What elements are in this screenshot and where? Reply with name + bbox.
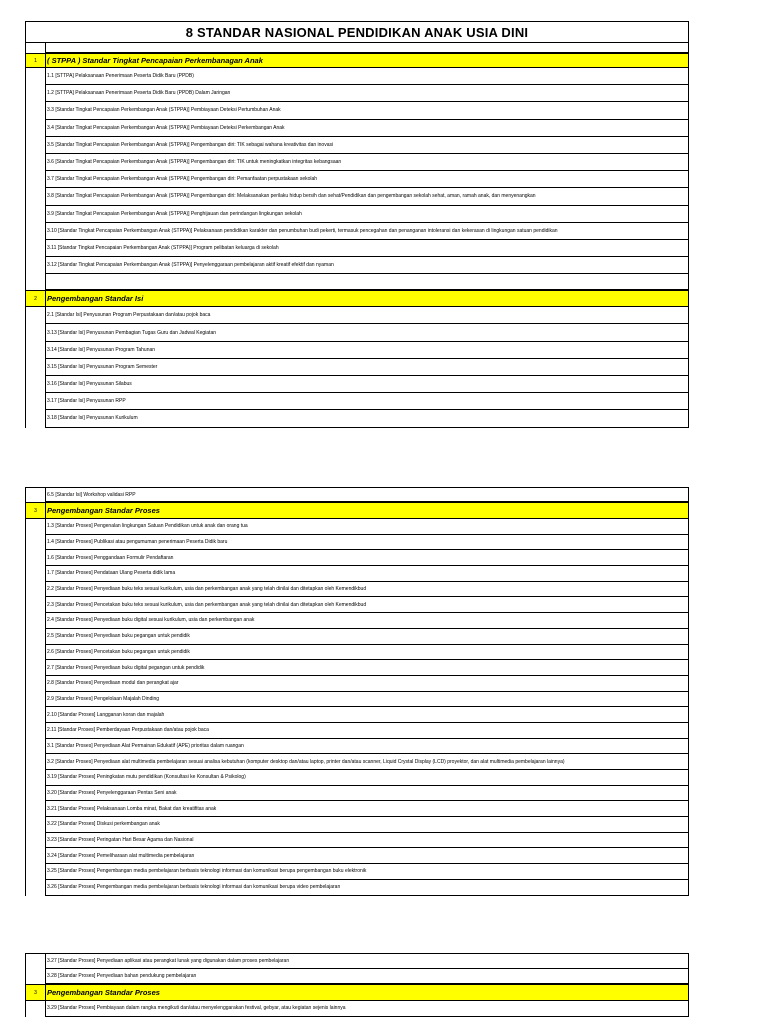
table-row[interactable] — [25, 597, 689, 613]
table-row[interactable] — [25, 519, 689, 535]
table-row[interactable] — [25, 376, 689, 393]
table-row[interactable] — [25, 660, 689, 676]
section-header-standar-isi[interactable] — [25, 290, 689, 307]
sheet-page-3 — [25, 953, 689, 1017]
section-number: 2 — [25, 291, 46, 307]
table-row[interactable] — [25, 188, 689, 205]
table-row[interactable] — [25, 566, 689, 582]
carryover-items — [25, 953, 689, 984]
row-text: 3.6 [Standar Tingkat Pencapaian Perkembangan Anak (STPPA)] Pengembangan diri: TIK untuk meningkatkan integritas kebangsaan — [46, 154, 689, 171]
row-text: 2.10 [Standar Proses] Langganan koran dan majalah — [46, 707, 689, 723]
row-text: 2.2 [Standar Proses] Penyediaan buku teks sesuai kurikulum, usia dan perkembangan anak yang telah dinilai dan ditetapkan oleh Kemendikbud — [46, 582, 689, 598]
row-text: 3.4 [Standar Tingkat Pencapaian Perkembangan Anak (STPPA)] Pembiayaan Deteksi Perkembangan Anak — [46, 120, 689, 137]
section-items-standar-proses — [25, 1001, 689, 1017]
table-row[interactable] — [25, 786, 689, 802]
table-row[interactable] — [25, 102, 689, 119]
table-row[interactable] — [25, 324, 689, 341]
table-row[interactable] — [25, 833, 689, 849]
row-text: 3.27 [Standar Proses] Penyediaan aplikasi atau perangkat lunak yang digunakan dalam proses pembelajaran — [46, 953, 689, 969]
table-row[interactable] — [25, 223, 689, 240]
table-row[interactable] — [25, 206, 689, 223]
row-text: 3.26 [Standar Proses] Pengembangan media pembelajaran berbasis teknologi informasi dan komunikasi berupa video pembelajaran — [46, 880, 689, 896]
row-text: 3.18 [Standar Isi] Penyusunan Kurikulum — [46, 410, 689, 427]
page-title: 8 STANDAR NASIONAL PENDIDIKAN ANAK USIA DINI — [25, 21, 689, 42]
section-items-standar-proses — [25, 519, 689, 896]
row-text: 3.14 [Standar Isi] Penyusunan Program Tahunan — [46, 342, 689, 359]
section-title: Pengembangan Standar Proses — [46, 503, 689, 519]
section-header-standar-proses[interactable] — [25, 502, 689, 519]
row-text: 2.11 [Standar Proses] Pemberdayaan Perpustakaan dan/atau pojok baca — [46, 723, 689, 739]
section-title: Pengembangan Standar Proses — [46, 985, 689, 1001]
table-row[interactable] — [25, 68, 689, 85]
row-text: 2.3 [Standar Proses] Pencetakan buku teks sesuai kurikulum, usia dan perkembangan anak yang telah dinilai dan ditetapkan oleh Kemendikbud — [46, 597, 689, 613]
table-row[interactable] — [25, 692, 689, 708]
sheet-page-2 — [25, 487, 689, 896]
section-header-stppa[interactable] — [25, 53, 689, 68]
row-text: 3.24 [Standar Proses] Pemeliharaan alat multimedia pembelajaran — [46, 848, 689, 864]
table-row[interactable] — [25, 410, 689, 427]
table-row[interactable] — [25, 707, 689, 723]
table-row[interactable] — [25, 629, 689, 645]
row-text: 2.6 [Standar Proses] Pencetakan buku pegangan untuk pendidik — [46, 645, 689, 661]
row-text: 3.17 [Standar Isi] Penyusunan RPP — [46, 393, 689, 410]
table-row[interactable] — [25, 550, 689, 566]
table-row[interactable] — [25, 171, 689, 188]
row-text: 1.4 [Standar Proses] Publikasi atau pengumuman penerimaan Peserta Didik baru — [46, 535, 689, 551]
row-text: 1.1 [STTPA] Pelaksanaan Penerimaan Peserta Didik Baru (PPDB) — [46, 68, 689, 85]
table-row[interactable] — [25, 645, 689, 661]
table-row[interactable] — [25, 723, 689, 739]
row-text: 2.1 [Standar Isi] Penyusunan Program Perpustakaan dan/atau pojok baca — [46, 307, 689, 324]
row-text: 3.15 [Standar Isi] Penyusunan Program Semester — [46, 359, 689, 376]
row-text: 2.8 [Standar Proses] Penyediaan modul dan perangkat ajar — [46, 676, 689, 692]
table-row[interactable] — [25, 953, 689, 969]
row-text: 2.7 [Standar Proses] Penyediaan buku digital pegangan untuk pendidik — [46, 660, 689, 676]
row-text: 2.9 [Standar Proses] Pengelolaan Majalah Dinding — [46, 692, 689, 708]
row-text: 1.3 [Standar Proses] Pengenalan lingkungan Satuan Pendidikan untuk anak dan orang tua — [46, 519, 689, 535]
table-row[interactable] — [25, 240, 689, 257]
table-row[interactable] — [25, 137, 689, 154]
row-text: 3.2 [Standar Proses] Penyediaan alat multimedia pembelajaran sesuai analisa kebutuhan (komputer desktop dan/atau laptop, printer dan/atau scanner, Liquid Crystal Display (LCD) proyektor, dan alat multimedia pembelajaran lainnya) — [46, 754, 689, 770]
row-text: 3.13 [Standar Isi] Penyusunan Pembagian Tugas Guru dan Jadwal Kegiatan — [46, 324, 689, 341]
section-items-standar-isi — [25, 307, 689, 427]
blank-row — [25, 274, 689, 290]
section-items-stppa — [25, 68, 689, 274]
table-row[interactable] — [25, 864, 689, 880]
section-number: 1 — [25, 54, 46, 68]
table-row[interactable] — [25, 969, 689, 985]
table-row[interactable] — [25, 1001, 689, 1017]
row-text: 3.28 [Standar Proses] Penyediaan bahan pendukung pembelajaran — [46, 969, 689, 985]
table-row[interactable] — [25, 257, 689, 274]
row-text: 3.1 [Standar Proses] Penyediaan Alat Permainan Edukatif (APE) prioritas dalam ruangan — [46, 739, 689, 755]
table-row[interactable] — [25, 801, 689, 817]
row-text: 3.12 [Standar Tingkat Pencapaian Perkembangan Anak (STPPA)] Penyelenggaraan pembelajaran aktif kreatif efektif dan nyaman — [46, 257, 689, 274]
row-text: 3.10 [Standar Tingkat Pencapaian Perkembangan Anak (STPPA)] Pelaksanaan pendidikan karakter dan penumbuhan budi pekerti, termasuk pencegahan dan penanganan intoleransi dan kekerasan di lingkungan satuan pendidikan — [46, 223, 689, 240]
table-row[interactable] — [25, 754, 689, 770]
table-row[interactable] — [25, 676, 689, 692]
row-text: 3.11 [Standar Tingkat Pencapaian Perkembangan Anak (STPPA)] Program pelibatan keluarga di sekolah — [46, 240, 689, 257]
row-text: 3.22 [Standar Proses] Diskusi perkembangan anak — [46, 817, 689, 833]
table-row[interactable] — [25, 85, 689, 102]
table-row[interactable] — [25, 307, 689, 324]
table-row[interactable] — [25, 613, 689, 629]
row-text: 3.20 [Standar Proses] Penyelenggaraan Pentas Seni anak — [46, 786, 689, 802]
table-row[interactable] — [25, 154, 689, 171]
table-row[interactable] — [25, 848, 689, 864]
row-text: 3.5 [Standar Tingkat Pencapaian Perkembangan Anak (STPPA)] Pengembangan diri: TIK sebagai wahana kreativitas dan inovasi — [46, 137, 689, 154]
carryover-items — [25, 487, 689, 502]
row-text: 2.5 [Standar Proses] Penyediaan buku pegangan untuk pendidik — [46, 629, 689, 645]
row-text: 3.23 [Standar Proses] Peringatan Hari Besar Agama dan Nasional — [46, 833, 689, 849]
row-text: 3.21 [Standar Proses] Pelaksanaan Lomba minat, Bakat dan kreatifitas anak — [46, 801, 689, 817]
table-row[interactable] — [25, 582, 689, 598]
table-row[interactable] — [25, 393, 689, 410]
section-title: ( STPPA ) Standar Tingkat Pencapaian Perkembanagan Anak — [46, 54, 689, 68]
table-row[interactable] — [25, 535, 689, 551]
sheet-page-1 — [25, 21, 689, 428]
blank-row — [25, 42, 689, 53]
table-row[interactable] — [25, 342, 689, 359]
row-text: 3.16 [Standar Isi] Penyusunan Silabus — [46, 376, 689, 393]
row-text: 3.25 [Standar Proses] Pengembangan media pembelajaran berbasis teknologi informasi dan komunikasi berupa pengembangan buku elektronik — [46, 864, 689, 880]
table-row[interactable] — [25, 817, 689, 833]
row-text: 3.29 [Standar Proses] Pembiayaan dalam rangka mengikuti dan/atau menyelenggarakan festival, gebyar, atau kegiatan sejenis lainnya — [46, 1001, 689, 1017]
table-row[interactable] — [25, 359, 689, 376]
row-text: 3.7 [Standar Tingkat Pencapaian Perkembangan Anak (STPPA)] Pengembangan diri: Pemanfaatan perpustakaan sekolah — [46, 171, 689, 188]
row-text: 1.2 [STTPA] Pelaksanaan Penerimaan Peserta Didik Baru (PPDB) Dalam Jaringan — [46, 85, 689, 102]
row-text: 3.9 [Standar Tingkat Pencapaian Perkembangan Anak (STPPA)] Penghijauan dan perindangan lingkungan sekolah — [46, 206, 689, 223]
table-row[interactable] — [25, 487, 689, 502]
row-text: 3.3 [Standar Tingkat Pencapaian Perkembangan Anak (STPPA)] Pembiayaan Deteksi Pertumbuhan Anak — [46, 102, 689, 119]
table-row[interactable] — [25, 770, 689, 786]
row-text: 3.19 [Standar Proses] Peningkatan mutu pendidikan (Konsultasi ke Konsultan & Psikolog) — [46, 770, 689, 786]
row-text: 1.6 [Standar Proses] Penggandaan Formulir Pendaftaran — [46, 550, 689, 566]
section-title: Pengembangan Standar Isi — [46, 291, 689, 307]
row-text: 6.5 [Standar Isi] Workshop validasi RPP — [46, 487, 689, 502]
table-row[interactable] — [25, 120, 689, 137]
table-row[interactable] — [25, 880, 689, 896]
section-header-standar-proses[interactable] — [25, 984, 689, 1001]
table-row[interactable] — [25, 739, 689, 755]
row-text: 3.8 [Standar Tingkat Pencapaian Perkembangan Anak (STPPA)] Pengembangan diri: Melaksanakan perilaku hidup bersih dan sehat/Pendidikan dan pengembangan sekolah sehat, aman, ramah anak, dan menyenangkan — [46, 188, 689, 205]
section-number: 3 — [25, 985, 46, 1001]
section-number: 3 — [25, 503, 46, 519]
row-text: 1.7 [Standar Proses] Pendataan Ulang Peserta didik lama — [46, 566, 689, 582]
row-text: 2.4 [Standar Proses] Penyediaan buku digital sesuai kurikulum, usia dan perkembangan anak — [46, 613, 689, 629]
